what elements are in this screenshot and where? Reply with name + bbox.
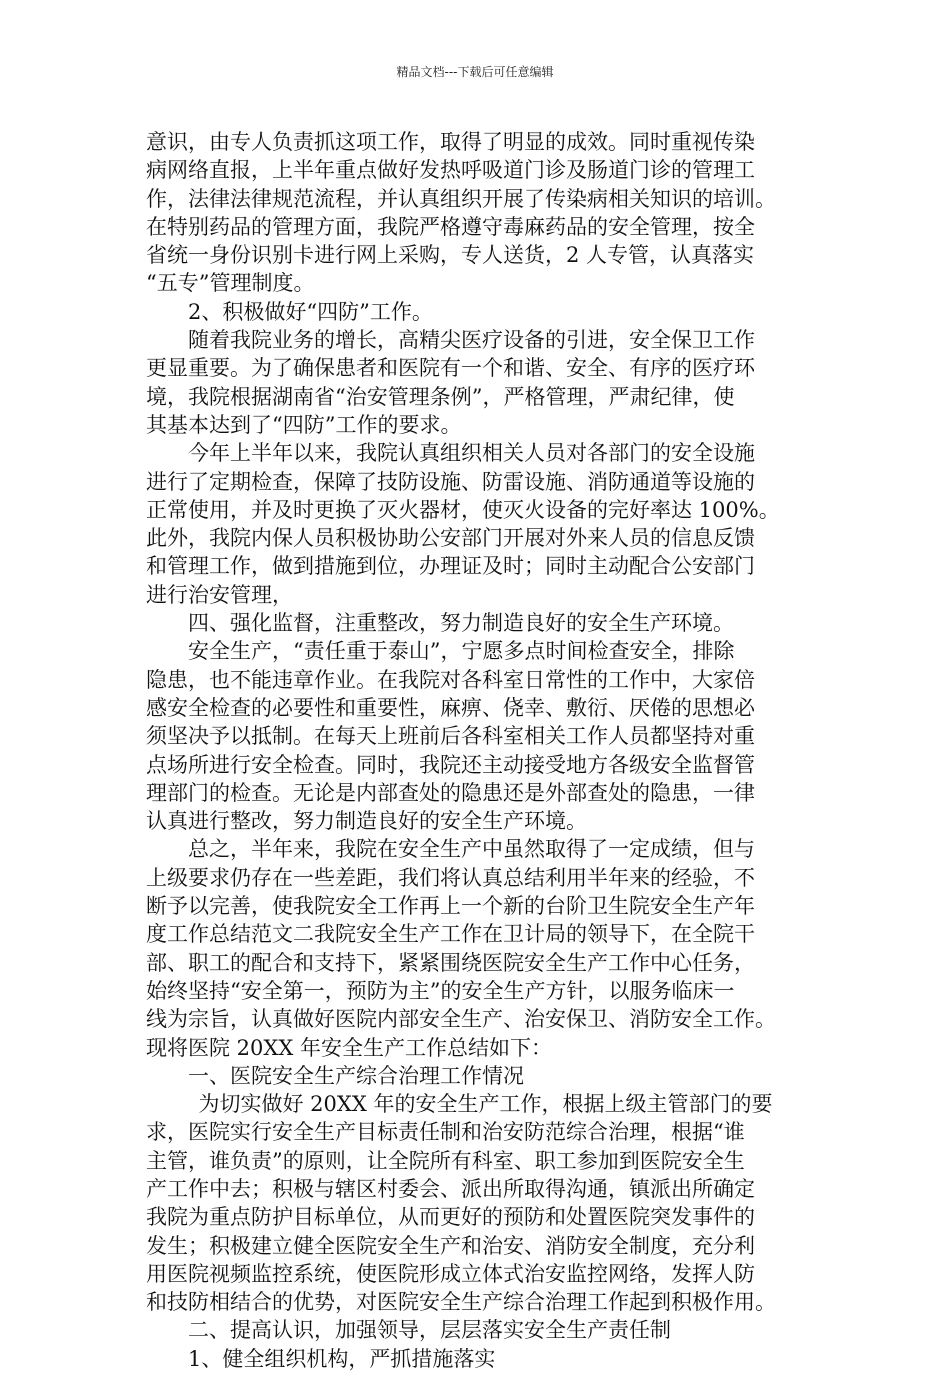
text-line: 现将医院 20XX 年安全生产工作总结如下： (146, 1035, 552, 1060)
text-line: 作，法律法律规范流程，并认真组织开展了传染病相关知识的培训。 (146, 186, 776, 211)
text-line: 和技防相结合的优势，对医院安全生产综合治理工作起到积极作用。 (146, 1290, 776, 1315)
text-line: 认真进行整改，努力制造良好的安全生产环境。 (146, 809, 587, 834)
text-line: 总之，半年来，我院在安全生产中虽然取得了一定成绩，但与 (188, 837, 755, 862)
text-line: 今年上半年以来，我院认真组织相关人员对各部门的安全设施 (188, 441, 755, 466)
text-line: “五专”管理制度。 (146, 271, 315, 296)
text-line: 我院为重点防护目标单位，从而更好的预防和处置医院突发事件的 (146, 1205, 755, 1230)
text-line: 此外，我院内保人员积极协助公安部门开展对外来人员的信息反馈 (146, 526, 755, 551)
text-line: 理部门的检查。无论是内部查处的隐患还是外部查处的隐患，一律 (146, 780, 755, 805)
text-line: 点场所进行安全检查。同时，我院还主动接受地方各级安全监督管 (146, 752, 755, 777)
text-line: 发生；积极建立健全医院安全生产和治安、消防安全制度，充分利 (146, 1233, 755, 1258)
text-line: 正常使用，并及时更换了灭火器材，使灭火设备的完好率达 100%。 (146, 497, 780, 522)
document-body (146, 128, 804, 1373)
text-line: 1、健全组织机构，严抓措施落实 (188, 1346, 496, 1371)
text-line: 随着我院业务的增长，高精尖医疗设备的引进，安全保卫工作 (188, 328, 755, 353)
text-line: 和管理工作，做到措施到位，办理证及时；同时主动配合公安部门 (146, 554, 755, 579)
text-line: 上级要求仍存在一些差距，我们将认真总结利用半年来的经验，不 (146, 865, 755, 890)
text-line: 须坚决予以抵制。在每天上班前后各科室相关工作人员都坚持对重 (146, 724, 755, 749)
text-line: 求，医院实行安全生产目标责任制和治安防范综合治理，根据“谁 (146, 1120, 745, 1145)
text-line: 境，我院根据湖南省“治安管理条例”，严格管理，严肃纪律，使 (146, 384, 735, 409)
text-line: 感安全检查的必要性和重要性，麻痹、侥幸、敷衍、厌倦的思想必 (146, 695, 755, 720)
text-line: 产工作中去；积极与辖区村委会、派出所取得沟通，镇派出所确定 (146, 1176, 755, 1201)
text-line: 用医院视频监控系统，使医院形成立体式治安监控网络，发挥人防 (146, 1261, 755, 1286)
text-line: 2、积极做好“四防”工作。 (188, 299, 433, 324)
page-header: 精品文档---下载后可任意编辑 (396, 65, 554, 79)
text-line: 部、职工的配合和支持下，紧紧围绕医院安全生产工作中心任务， (146, 950, 755, 975)
text-line: 线为宗旨，认真做好医院内部安全生产、治安保卫、消防安全工作。 (146, 1007, 776, 1032)
text-line: 其基本达到了“四防”工作的要求。 (146, 412, 462, 437)
text-line: 二、提高认识，加强领导，层层落实安全生产责任制 (188, 1318, 671, 1343)
text-line: 病网络直报，上半年重点做好发热呼吸道门诊及肠道门诊的管理工 (146, 158, 755, 183)
text-line: 在特别药品的管理方面，我院严格遵守毒麻药品的安全管理，按全 (146, 214, 755, 239)
text-line: 更显重要。为了确保患者和医院有一个和谐、安全、有序的医疗环 (146, 356, 755, 381)
text-line: 为切实做好 20XX 年的安全生产工作，根据上级主管部门的要 (198, 1092, 773, 1117)
text-line: 断予以完善，使我院安全工作再上一个新的台阶卫生院安全生产年 (146, 894, 755, 919)
text-line: 始终坚持“安全第一，预防为主”的安全生产方针，以服务临床一 (146, 978, 735, 1003)
text-line: 意识，由专人负责抓这项工作，取得了明显的成效。同时重视传染 (146, 130, 755, 154)
text-line: 一、医院安全生产综合治理工作情况 (188, 1063, 524, 1088)
text-line: 进行了定期检查，保障了技防设施、防雷设施、消防通道等设施的 (146, 469, 755, 494)
text-line: 进行治安管理， (146, 582, 293, 607)
text-line: 度工作总结范文二我院安全生产工作在卫计局的领导下，在全院干 (146, 922, 755, 947)
text-line: 省统一身份识别卡进行网上采购，专人送货，2 人专管，认真落实 (146, 243, 755, 268)
text-line: 安全生产，“责任重于泰山”，宁愿多点时间检查安全，排除 (188, 639, 735, 664)
text-line: 主管，谁负责”的原则，让全院所有科室、职工参加到医院安全生 (146, 1148, 745, 1173)
text-line: 四、强化监督，注重整改，努力制造良好的安全生产环境。 (188, 611, 734, 636)
text-line: 隐患，也不能违章作业。在我院对各科室日常性的工作中，大家倍 (146, 667, 755, 692)
